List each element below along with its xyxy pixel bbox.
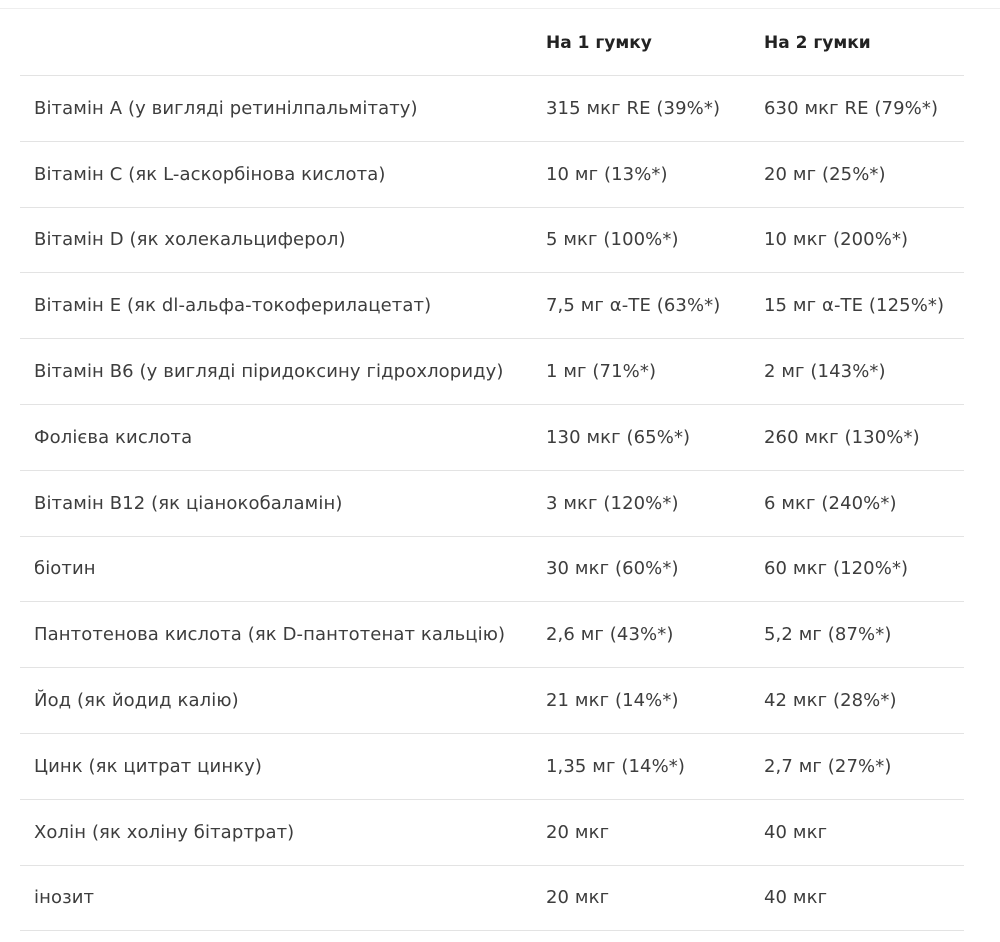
table-row (20, 339, 964, 405)
per-one-value-cell: 1 мг (71%*) (532, 339, 750, 405)
per-two-value-cell: 40 мкг (750, 865, 964, 931)
table-row (20, 865, 964, 931)
table-row (20, 799, 964, 865)
per-one-value-cell: 7,5 мг α-TE (63%*) (532, 273, 750, 339)
table-row (20, 141, 964, 207)
header-nutrient (20, 10, 532, 76)
table-row (20, 536, 964, 602)
table-row (20, 668, 964, 734)
per-two-value-cell: 40 мкг (750, 799, 964, 865)
header-per-one: На 1 гумку (532, 10, 750, 76)
per-one-value-cell: 20 мкг (532, 799, 750, 865)
nutrient-name-cell: Вітамін В6 (у вигляді піридоксину гідрохлориду) (20, 339, 532, 405)
per-two-value-cell: 2,7 мг (27%*) (750, 733, 964, 799)
nutrient-name-cell: Цинк (як цитрат цинку) (20, 733, 532, 799)
per-two-value-cell: 20 мг (25%*) (750, 141, 964, 207)
per-one-value-cell: 2,6 мг (43%*) (532, 602, 750, 668)
per-one-value-cell: 10 мг (13%*) (532, 141, 750, 207)
nutrient-name-cell: Пантотенова кислота (як D-пантотенат кальцію) (20, 602, 532, 668)
header-row (20, 10, 964, 76)
per-one-value-cell: 3 мкг (120%*) (532, 470, 750, 536)
top-divider (0, 8, 1000, 9)
per-two-value-cell: 630 мкг RE (79%*) (750, 76, 964, 142)
nutrient-name-cell: Фолієва кислота (20, 404, 532, 470)
per-two-value-cell: 15 мг α-TE (125%*) (750, 273, 964, 339)
per-one-value-cell: 130 мкг (65%*) (532, 404, 750, 470)
per-two-value-cell: 260 мкг (130%*) (750, 404, 964, 470)
per-one-value-cell: 5 мкг (100%*) (532, 207, 750, 273)
header-per-two: На 2 гумки (750, 10, 964, 76)
nutrient-name-cell: інозит (20, 865, 532, 931)
table-body (20, 76, 964, 931)
table-row (20, 733, 964, 799)
per-two-value-cell: 10 мкг (200%*) (750, 207, 964, 273)
per-two-value-cell: 2 мг (143%*) (750, 339, 964, 405)
nutrient-name-cell: Йод (як йодид калію) (20, 668, 532, 734)
per-two-value-cell: 42 мкг (28%*) (750, 668, 964, 734)
nutrition-table (20, 10, 964, 931)
table-row (20, 207, 964, 273)
nutrient-name-cell: Вітамін В12 (як ціанокобаламін) (20, 470, 532, 536)
per-one-value-cell: 315 мкг RE (39%*) (532, 76, 750, 142)
table-header (20, 10, 964, 76)
per-one-value-cell: 20 мкг (532, 865, 750, 931)
per-two-value-cell: 5,2 мг (87%*) (750, 602, 964, 668)
per-one-value-cell: 30 мкг (60%*) (532, 536, 750, 602)
table-row (20, 76, 964, 142)
per-two-value-cell: 60 мкг (120%*) (750, 536, 964, 602)
nutrient-name-cell: Холін (як холіну бітартрат) (20, 799, 532, 865)
nutrient-name-cell: біотин (20, 536, 532, 602)
table-row (20, 602, 964, 668)
table-row (20, 470, 964, 536)
nutrient-name-cell: Вітамін А (у вигляді ретинілпальмітату) (20, 76, 532, 142)
per-two-value-cell: 6 мкг (240%*) (750, 470, 964, 536)
table-row (20, 273, 964, 339)
per-one-value-cell: 21 мкг (14%*) (532, 668, 750, 734)
nutrient-name-cell: Вітамін С (як L-аскорбінова кислота) (20, 141, 532, 207)
per-one-value-cell: 1,35 мг (14%*) (532, 733, 750, 799)
table-row (20, 404, 964, 470)
nutrient-name-cell: Вітамін D (як холекальциферол) (20, 207, 532, 273)
nutrient-name-cell: Вітамін Е (як dl-альфа-токоферилацетат) (20, 273, 532, 339)
